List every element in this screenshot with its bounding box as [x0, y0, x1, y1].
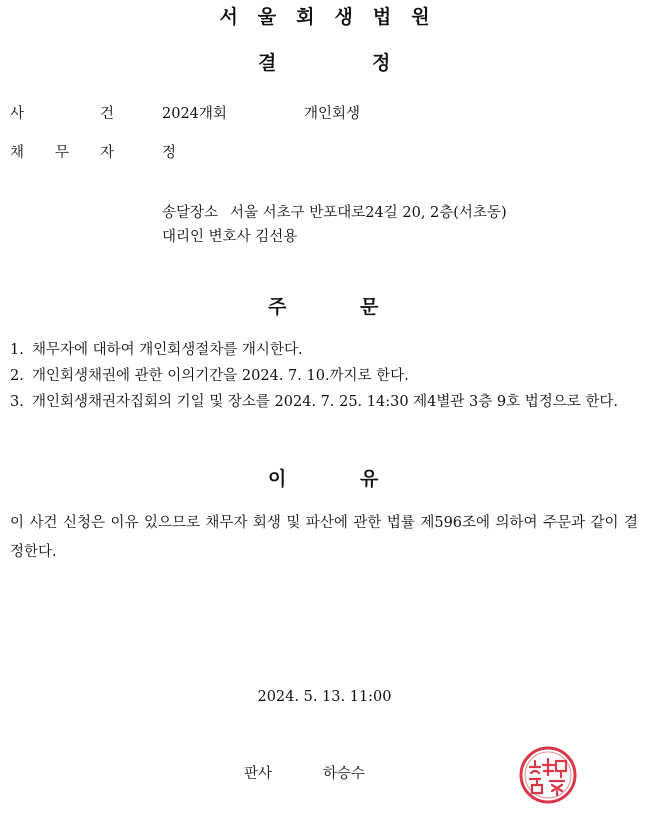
- reason-heading-right: 유: [360, 468, 379, 490]
- court-name: 서울회생법원: [219, 6, 450, 28]
- service-label: 송달장소: [162, 205, 219, 221]
- judge-title: 판사: [244, 766, 273, 782]
- doc-title-left: 결: [258, 52, 277, 74]
- order-item-text: 개인회생채권에 관한 이의기간을 2024. 7. 10.까지로 한다.: [32, 368, 409, 384]
- order-item-number: 3.: [10, 394, 24, 410]
- service-address: 서울 서초구 반포대로24길 20, 2층(서초동): [230, 205, 507, 221]
- reason-text: 이 사건 신청은 이유 있으므로 채무자 회생 및 파산에 관한 법률 제596조에 의하여 주문과 같이 결정한다.: [10, 515, 638, 560]
- service-location: [162, 201, 507, 222]
- order-heading-right: 문: [360, 296, 379, 318]
- doc-title-right: 정: [372, 52, 391, 74]
- reason-heading-left: 이: [268, 468, 287, 490]
- order-item-2: [10, 363, 640, 389]
- agent-line: 대리인 변호사 김선용: [162, 229, 298, 245]
- debtor-label: 채 무 자: [10, 145, 115, 161]
- order-heading-left: 주: [268, 296, 287, 318]
- order-item-1: [10, 337, 640, 363]
- case-type: 개인회생: [304, 106, 361, 122]
- judge-seal-icon: [518, 745, 578, 805]
- order-item-3: [10, 389, 640, 415]
- decision-date: 2024. 5. 13. 11:00: [257, 689, 392, 705]
- order-list: [10, 337, 640, 415]
- case-label: 사 건: [10, 106, 115, 122]
- debtor-name: 정: [162, 145, 177, 161]
- order-item-text: 개인회생채권자집회의 기일 및 장소를 2024. 7. 25. 14:30 제4별관 3층 9호 법정으로 한다.: [32, 394, 618, 410]
- order-item-number: 1.: [10, 342, 24, 358]
- order-item-text: 채무자에 대하여 개인회생절차를 개시한다.: [32, 342, 303, 358]
- case-number: 2024개회: [162, 106, 227, 122]
- order-item-number: 2.: [10, 368, 24, 384]
- judge-name: 하승수: [323, 766, 366, 782]
